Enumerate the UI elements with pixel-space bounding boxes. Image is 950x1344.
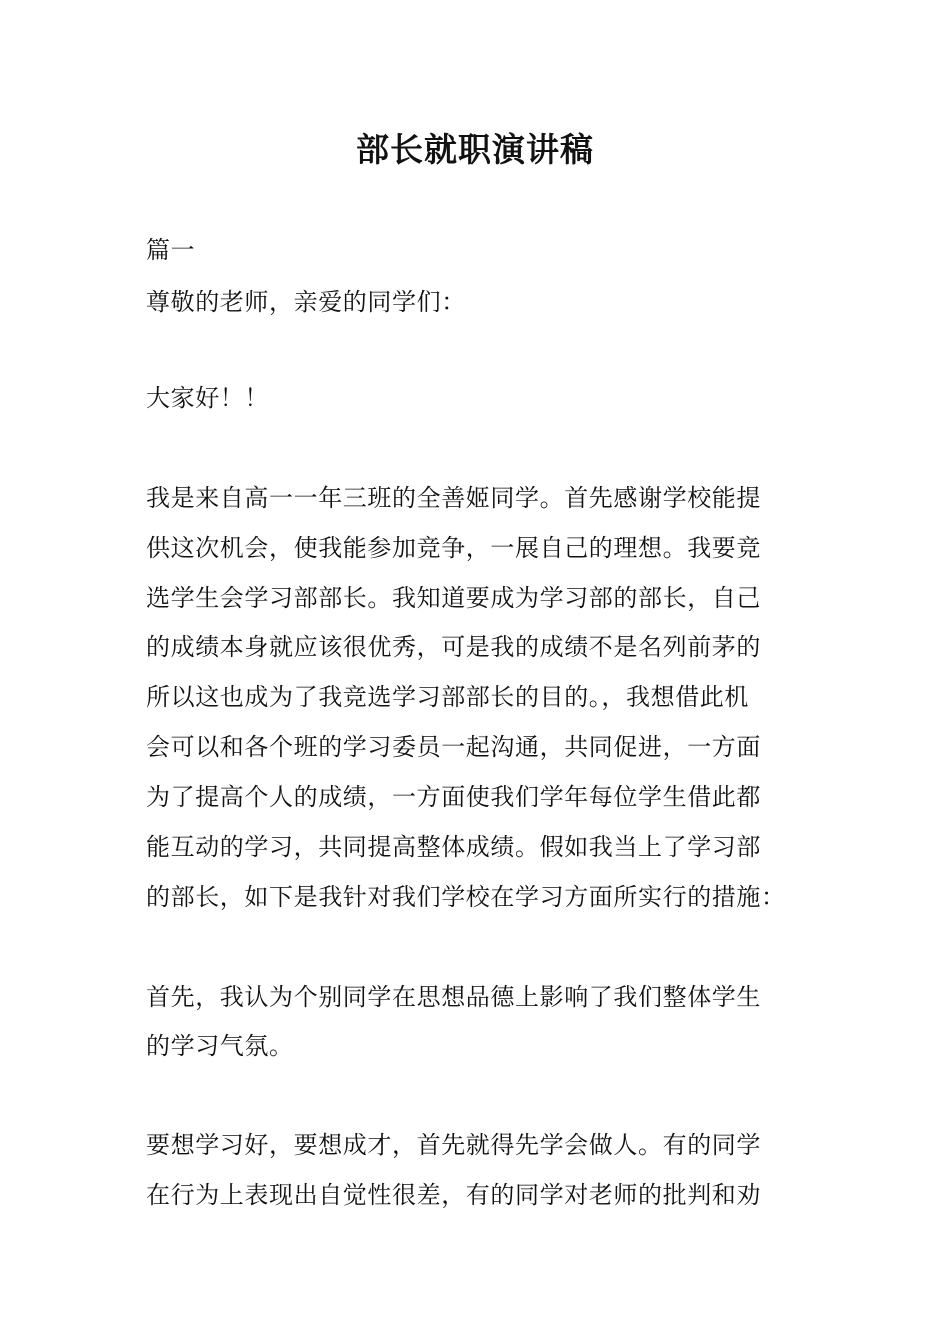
paragraph-line: 会可以和各个班的学习委员一起沟通，共同促进，一方面	[146, 733, 761, 761]
hello-line: 大家好！！	[146, 384, 269, 412]
paragraph-line: 我是来自高一一年三班的全善姬同学。首先感谢学校能提	[146, 484, 761, 512]
section-label: 篇一	[146, 236, 196, 264]
paragraph-line: 为了提高个人的成绩，一方面使我们学年每位学生借此都	[146, 783, 761, 811]
paragraph-line: 首先，我认为个别同学在思想品德上影响了我们整体学生	[146, 983, 761, 1011]
paragraph-line: 的学习气氛。	[146, 1032, 294, 1060]
paragraph-line: 在行为上表现出自觉性很差，有的同学对老师的批判和劝	[146, 1181, 761, 1209]
paragraph-line: 所以这也成为了我竞选学习部部长的目的。，我想借此机	[146, 683, 749, 711]
paragraph-line: 选学生会学习部部长。我知道要成为学习部的部长，自己	[146, 584, 761, 612]
paragraph-line: 供这次机会，使我能参加竞争，一展自己的理想。我要竞	[146, 534, 761, 562]
document-title: 部长就职演讲稿	[356, 130, 594, 169]
paragraph-line: 的部长，如下是我针对我们学校在学习方面所实行的措施：	[146, 883, 786, 911]
paragraph-line: 要想学习好，要想成才，首先就得先学会做人。有的同学	[146, 1131, 761, 1159]
paragraph-line: 的成绩本身就应该很优秀，可是我的成绩不是名列前茅的	[146, 633, 761, 661]
greeting-line: 尊敬的老师，亲爱的同学们：	[146, 288, 466, 316]
paragraph-line: 能互动的学习，共同提高整体成绩。假如我当上了学习部	[146, 833, 761, 861]
